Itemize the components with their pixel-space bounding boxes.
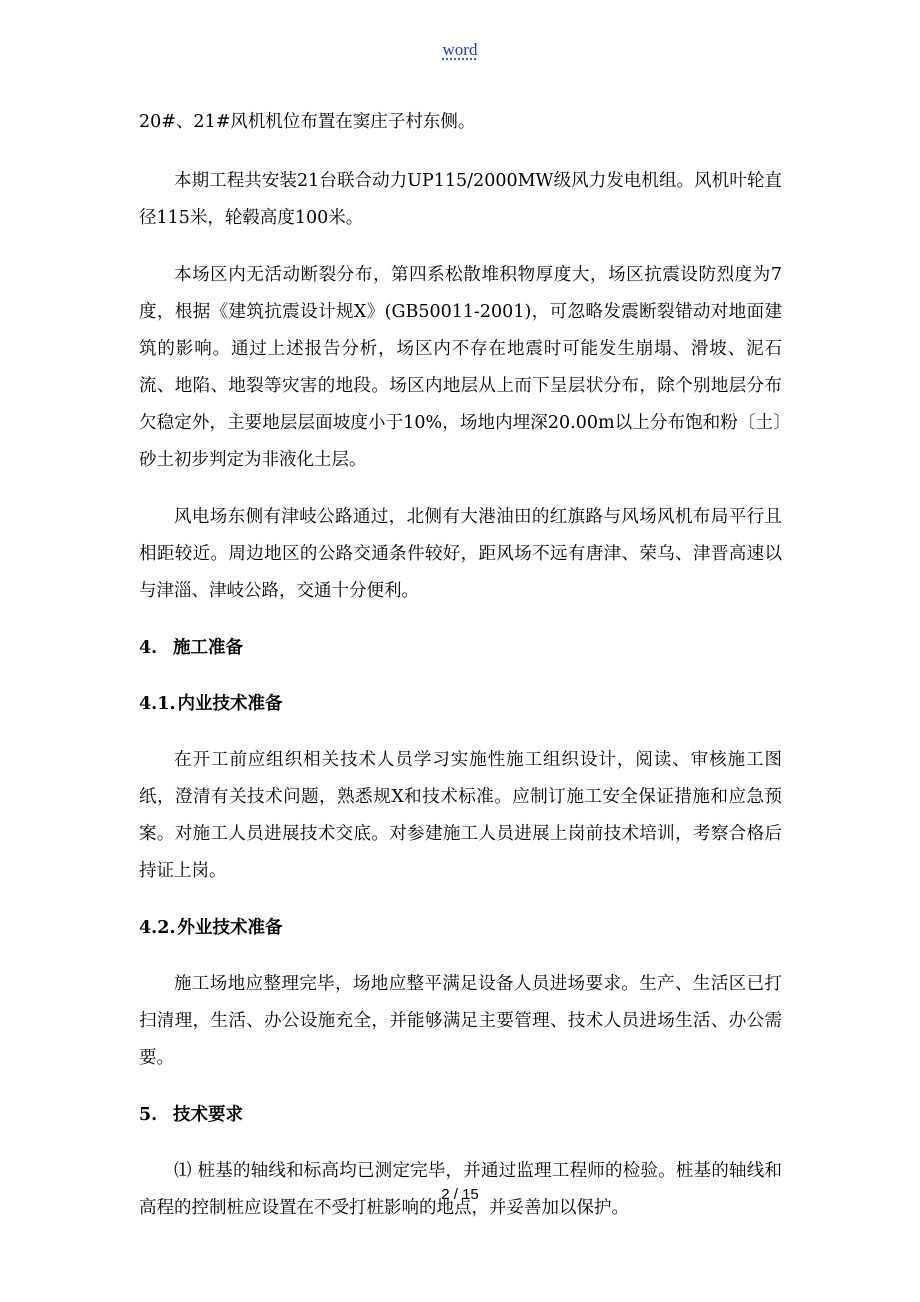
body-paragraph: 本场区内无活动断裂分布，第四系松散堆积物厚度大，场区抗震设防烈度为7度，根据《建筑抗震设计规X》(GB50011-2001)，可忽略发震断裂错动对地面建筑的影响。通过上述报告分析，场区内不存在地震时可能发生崩塌、滑坡、泥石流、地陷、地裂等灾害的地段。场区内地层从上而下呈层状分布，除个别地层分布欠稳定外，主要地层层面坡度小于10%，场地内埋深20.00m以上分布饱和粉〔土〕砂土初步判定为非液化土层。 [139, 265, 782, 470]
section-heading-5 [139, 1097, 782, 1134]
section-heading-4 [139, 630, 782, 667]
body-paragraph: 在开工前应组织相关技术人员学习实施性施工组织设计，阅读、审核施工图纸，澄清有关技术问题，熟悉规X和技术标准。应制订施工安全保证措施和应急预案。对施工人员进展技术交底。对参建施工人员进展上岗前技术培训，考察合格后持证上岗。 [139, 750, 782, 881]
document-body [139, 104, 782, 1247]
section-title: 外业技术准备 [177, 918, 283, 938]
section-number: 4.1. [139, 694, 176, 714]
section-number: 4.2. [139, 918, 176, 938]
body-paragraph: 风电场东侧有津岐公路通过，北侧有大港油田的红旗路与风场风机布局平行且相距较近。周边地区的公路交通条件较好，距风场不远有唐津、荣乌、津晋高速以与津淄、津岐公路，交通十分便利。 [139, 507, 782, 601]
body-paragraph: 施工场地应整理完毕，场地应整平满足设备人员进场要求。生产、生活区已打扫清理，生活、办公设施充全，并能够满足主要管理、技术人员进场生活、办公需要。 [139, 974, 782, 1068]
section-heading-4-1 [139, 686, 782, 723]
section-title: 内业技术准备 [177, 694, 283, 714]
body-paragraph: ⑴ 桩基的轴线和标高均已测定完毕，并通过监理工程师的检验。桩基的轴线和高程的控制桩应设置在不受打桩影响的地点，并妥善加以保护。 [139, 1161, 782, 1218]
section-heading-4-2 [139, 910, 782, 947]
page-number-current: 2 [441, 1186, 450, 1203]
page-number-separator: / [449, 1186, 463, 1203]
body-paragraph: 本期工程共安装21台联合动力UP115/2000MW级风力发电机组。风机叶轮直径115米，轮毂高度100米。 [139, 171, 782, 228]
body-paragraph: 20#、21#风机机位布置在窦庄子村东侧。 [139, 112, 476, 132]
section-title: 施工准备 [173, 638, 243, 658]
section-title: 技术要求 [173, 1105, 243, 1125]
page-header [0, 40, 920, 60]
page-number-total: 15 [462, 1186, 479, 1203]
section-number: 4. [139, 638, 158, 658]
section-number: 5. [139, 1105, 158, 1125]
page-footer [0, 1186, 920, 1203]
header-label: word [442, 40, 478, 59]
